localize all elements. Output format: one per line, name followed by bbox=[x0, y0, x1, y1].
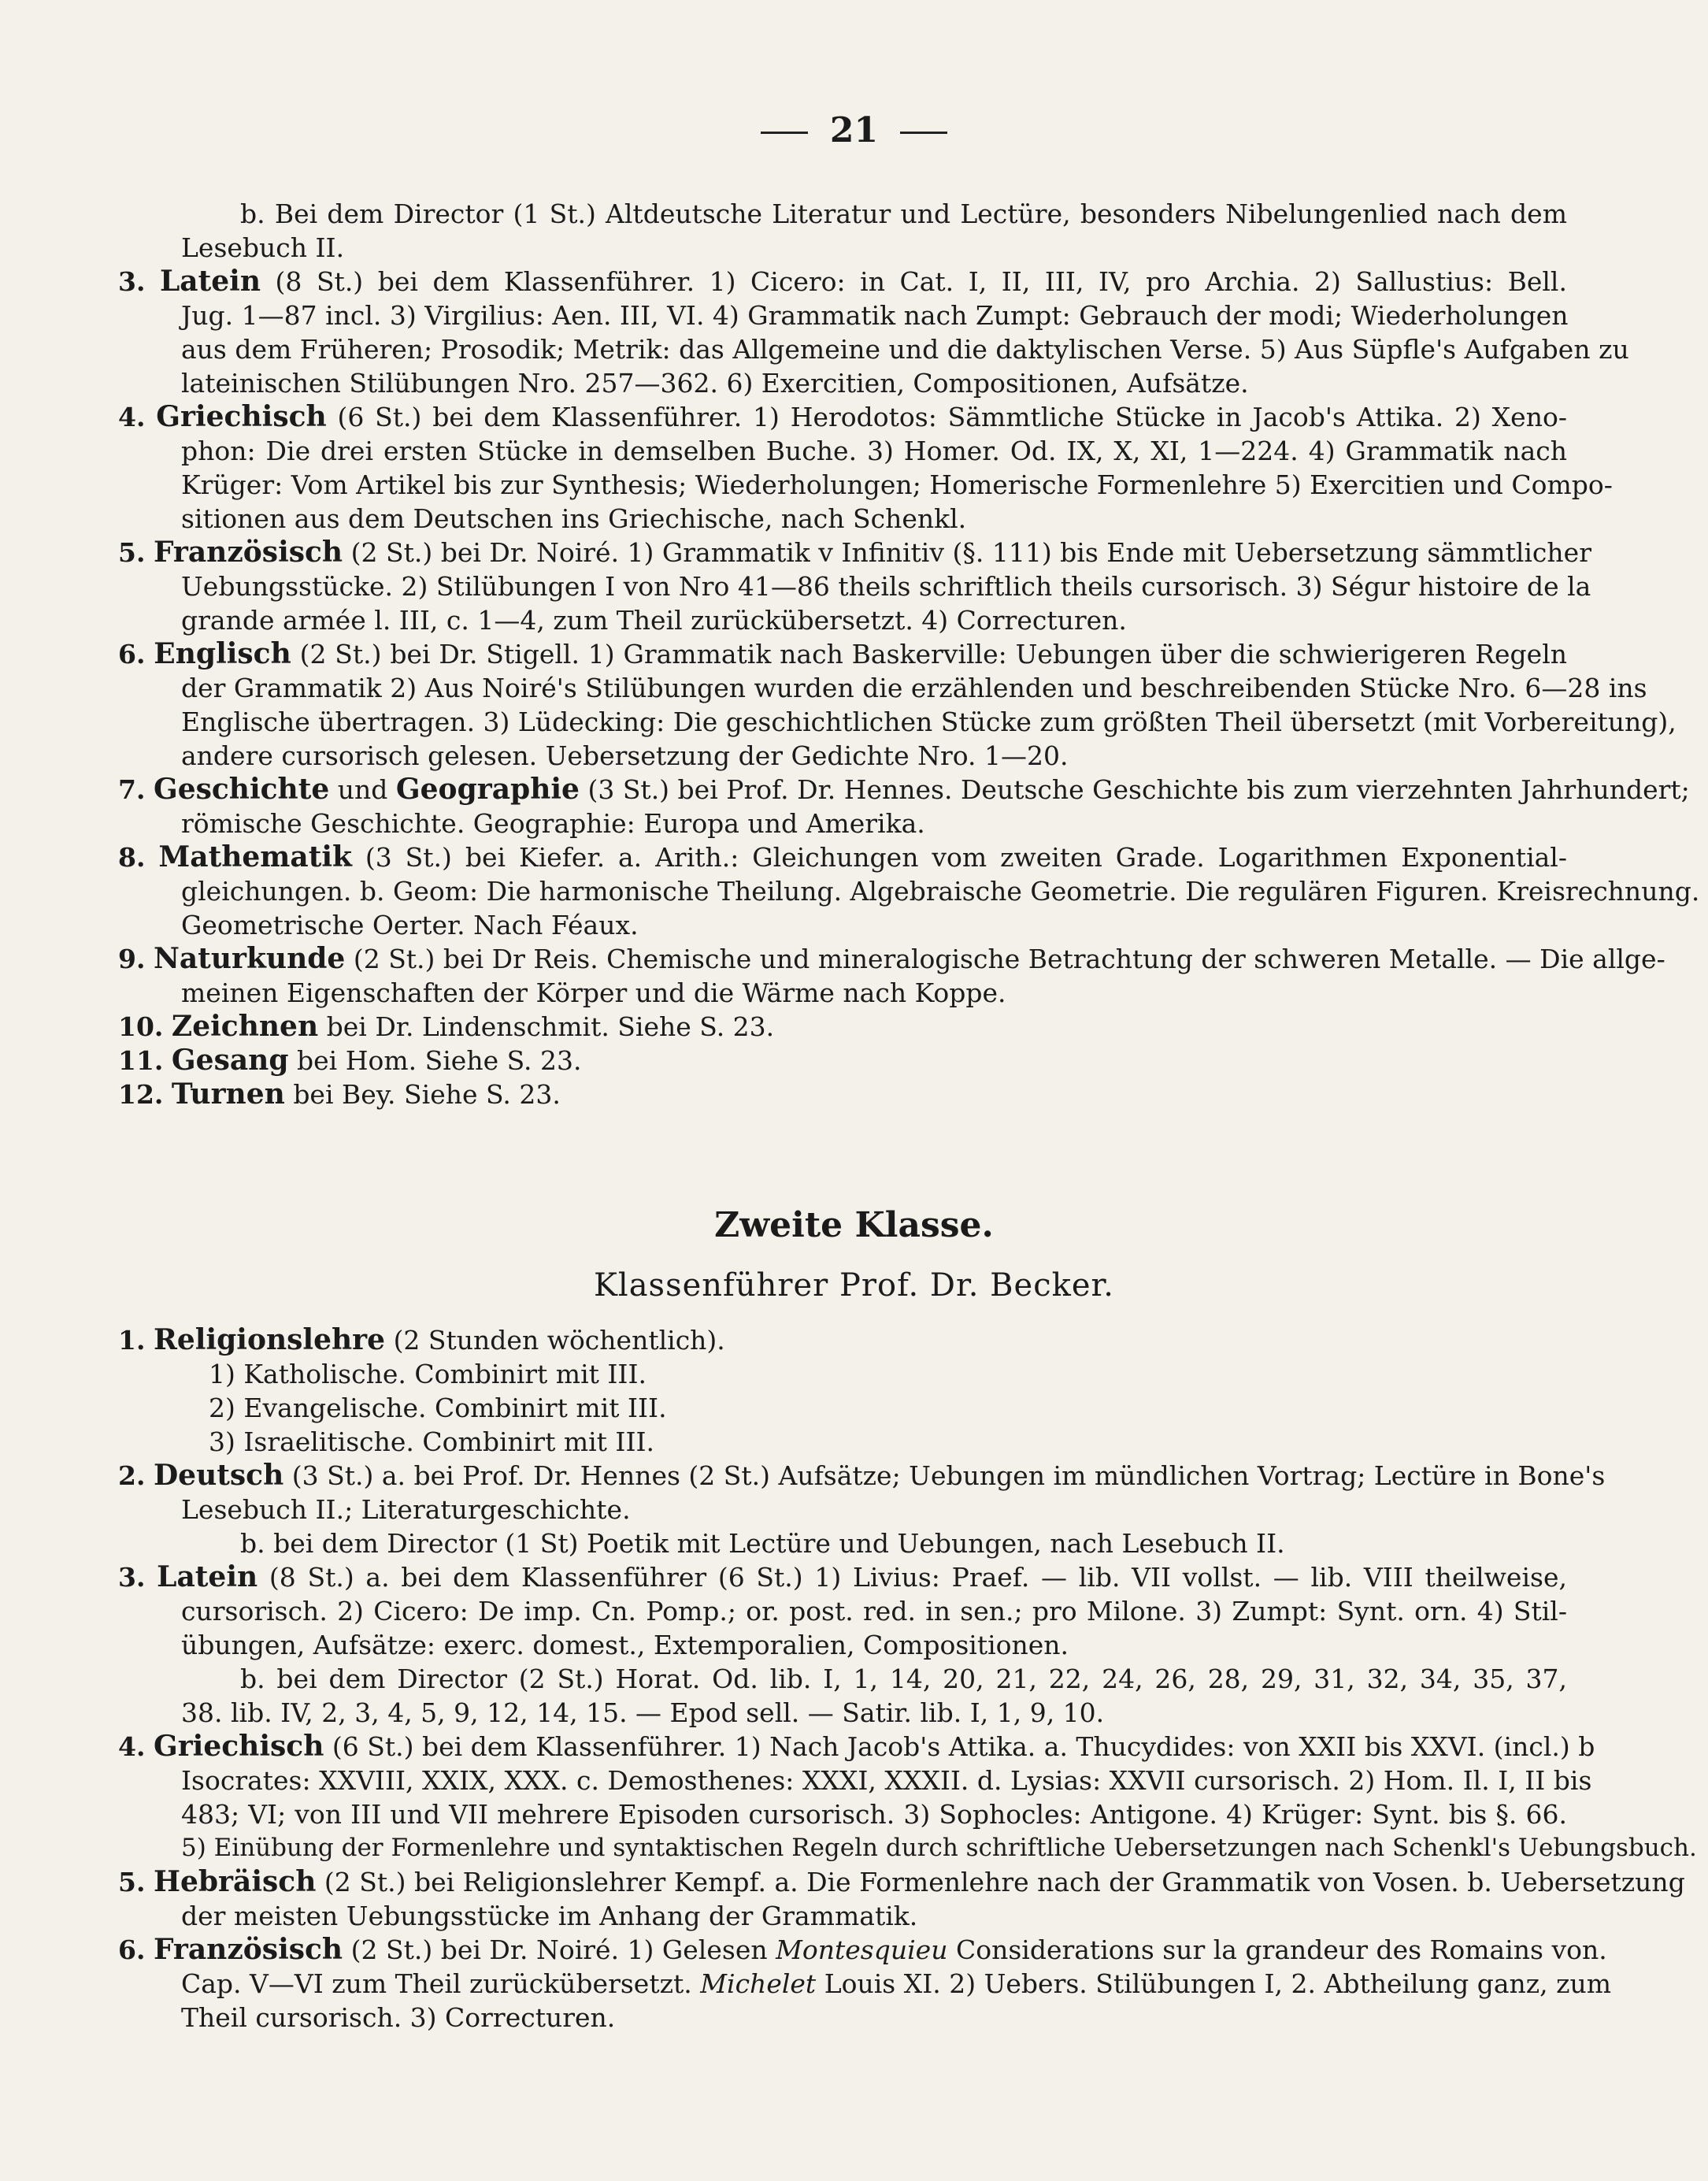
entry-text: (2 St.) bei Dr. Noiré. 1) Grammatik v Infinitiv (§. 111) bis Ende mit Uebersetzung sämmtlicher bbox=[350, 537, 1591, 568]
entry-text: (8 St.) bei dem Klassenführer. 1) Cicero: in Cat. I, II, III, IV, pro Archia. 2) Sallustius: Bell. bbox=[275, 266, 1567, 297]
subject-entry-griechisch bbox=[118, 400, 1613, 536]
subject-title: Naturkunde bbox=[153, 942, 346, 975]
text-line: lateinischen Stilübungen Nro. 257—362. 6) Exercitien, Compositionen, Aufsätze. bbox=[181, 368, 1249, 399]
text-line: 5) Einübung der Formenlehre und syntaktischen Regeln durch schriftliche Uebersetzungen nach Schenkl's Uebungsbuch. bbox=[181, 1834, 1697, 1862]
text-line: b. bei dem Director (2 St.) Horat. Od. lib. I, 1, 14, 20, 21, 22, 24, 26, 28, 29, 31, 32, 34, 35, 37, bbox=[240, 1664, 1567, 1694]
subject-entry-latein-2 bbox=[118, 1560, 1567, 1730]
subject-entry-geschichte bbox=[118, 773, 1690, 840]
text-line: Englische übertragen. 3) Lüdecking: Die geschichtlichen Stücke zum größten Theil übersetzt (mit Vorbereitung), bbox=[181, 707, 1677, 737]
entry-text: Cap. V—VI zum Theil zurückübersetzt. bbox=[181, 1968, 692, 1999]
entry-text: (2 St.) bei Dr Reis. Chemische und mineralogische Betrachtung der schweren Metalle. — Die allge- bbox=[353, 944, 1665, 974]
subject-title: Religionslehre bbox=[153, 1323, 386, 1356]
subject-entry-naturkunde bbox=[118, 942, 1665, 1010]
section-second-class bbox=[118, 1323, 1697, 2034]
entry-number: 6. bbox=[118, 639, 146, 670]
entry-number: 7. bbox=[118, 774, 146, 805]
subject-title: Deutsch bbox=[153, 1459, 284, 1492]
text-line: Jug. 1—87 incl. 3) Virgilius: Aen. III, VI. 4) Grammatik nach Zumpt: Gebrauch der modi; Wiederholungen bbox=[181, 300, 1569, 331]
page-number: 21 bbox=[829, 110, 879, 150]
subject-title: Geographie bbox=[395, 773, 580, 806]
entry-number: 6. bbox=[118, 1934, 146, 1965]
subject-title: Geschichte bbox=[153, 773, 330, 806]
subject-entry-zeichnen bbox=[118, 1010, 1567, 1044]
subject-title: Griechisch bbox=[156, 400, 327, 433]
subject-entry-deutsch bbox=[118, 1459, 1606, 1560]
entry-number: 10. bbox=[118, 1011, 164, 1042]
text-line: der Grammatik 2) Aus Noiré's Stilübungen wurden die erzählenden und beschreibenden Stücke Nro. 6—28 ins bbox=[181, 673, 1647, 703]
subject-title: Englisch bbox=[154, 637, 291, 670]
text-line: römische Geschichte. Geographie: Europa und Amerika. bbox=[181, 808, 925, 839]
text-line: Theil cursorisch. 3) Correcturen. bbox=[181, 2002, 616, 2033]
entry-number: 8. bbox=[118, 842, 146, 873]
text-line: andere cursorisch gelesen. Uebersetzung der Gedichte Nro. 1—20. bbox=[181, 740, 1069, 771]
text-line: gleichungen. b. Geom: Die harmonische Theilung. Algebraische Geometrie. Die regulären Figuren. Kreisrechnung. bbox=[181, 876, 1700, 907]
text-line: Krüger: Vom Artikel bis zur Synthesis; Wiederholungen; Homerische Formenlehre 5) Exercitien und Compo- bbox=[181, 469, 1613, 500]
entry-number: 9. bbox=[118, 944, 146, 974]
entry-number: 2. bbox=[118, 1460, 146, 1491]
subject-entry-hebraeisch bbox=[118, 1865, 1685, 1933]
dash-right bbox=[900, 132, 947, 134]
entry-number: 4. bbox=[118, 1731, 146, 1762]
section-upper-class bbox=[118, 197, 1700, 1111]
text-line: 483; VI; von III und VII mehrere Episoden cursorisch. 3) Sophocles: Antigone. 4) Krüger: Synt. bis §. 66. bbox=[181, 1799, 1567, 1830]
dash-left bbox=[761, 132, 808, 134]
entry-number: 5. bbox=[118, 1867, 146, 1897]
author-name: Montesquieu bbox=[776, 1934, 948, 1965]
text-line: Uebungsstücke. 2) Stilübungen I von Nro 41—86 theils schriftlich theils cursorisch. 3) Ségur histoire de la bbox=[181, 571, 1591, 602]
text-line: übungen, Aufsätze: exerc. domest., Extemporalien, Compositionen. bbox=[181, 1630, 1069, 1660]
entry-text: (2 St.) bei Dr. Stigell. 1) Grammatik nach Baskerville: Uebungen über die schwierigeren Regeln bbox=[299, 639, 1567, 670]
page-number-row bbox=[0, 110, 1708, 150]
entry-text: (3 St.) a. bei Prof. Dr. Hennes (2 St.) Aufsätze; Uebungen im mündlichen Vortrag; Lectüre in Bone's bbox=[291, 1460, 1606, 1491]
entry-text: bei Hom. Siehe S. 23. bbox=[297, 1045, 582, 1076]
subject-entry-latein bbox=[118, 265, 1629, 400]
class-title: Zweite Klasse. bbox=[714, 1205, 994, 1245]
class-leader: Klassenführer Prof. Dr. Becker. bbox=[594, 1267, 1114, 1304]
subject-entry-englisch bbox=[118, 637, 1677, 773]
entry-text: (8 St.) a. bei dem Klassenführer (6 St.) 1) Livius: Praef. — lib. VII vollst. — lib. VIII theilweise, bbox=[269, 1562, 1567, 1593]
text-line: Geometrische Oerter. Nach Féaux. bbox=[181, 910, 639, 940]
subject-entry-franzoesisch-2 bbox=[118, 1933, 1612, 2034]
entry-text: (2 Stunden wöchentlich). bbox=[393, 1325, 725, 1356]
subject-entry-turnen bbox=[118, 1078, 1567, 1111]
text-line: 1) Katholische. Combinirt mit III. bbox=[209, 1359, 647, 1389]
entry-text: Considerations sur la grandeur des Romains von. bbox=[955, 1934, 1607, 1965]
text-line: aus dem Früheren; Prosodik; Metrik: das Allgemeine und die daktylischen Verse. 5) Aus Süpfle's Aufgaben zu bbox=[181, 334, 1629, 365]
entry-number: 11. bbox=[118, 1045, 164, 1076]
text-line: grande armée l. III, c. 1—4, zum Theil zurückübersetzt. 4) Correcturen. bbox=[181, 605, 1127, 636]
entry-text: bei Bey. Siehe S. 23. bbox=[293, 1079, 561, 1110]
subject-title: Französisch bbox=[153, 536, 343, 569]
entry-text: und bbox=[337, 774, 388, 805]
entry-number: 3. bbox=[118, 1562, 146, 1593]
text-line: 2) Evangelische. Combinirt mit III. bbox=[209, 1393, 667, 1423]
subject-title: Latein bbox=[159, 265, 261, 298]
text-line: der meisten Uebungsstücke im Anhang der Grammatik. bbox=[181, 1901, 918, 1931]
entry-number: 5. bbox=[118, 537, 146, 568]
entry-text: (2 St.) bei Dr. Noiré. 1) Gelesen bbox=[350, 1934, 768, 1965]
text-line: sitionen aus dem Deutschen ins Griechische, nach Schenkl. bbox=[181, 503, 967, 534]
text-line: b. Bei dem Director (1 St.) Altdeutsche Literatur und Lectüre, besonders Nibelungenlied nach dem bbox=[240, 198, 1567, 229]
entry-number: 4. bbox=[118, 402, 146, 432]
entry-text: (2 St.) bei Religionslehrer Kempf. a. Die Formenlehre nach der Grammatik von Vosen. b. Uebersetzung bbox=[324, 1867, 1685, 1897]
subject-title: Hebräisch bbox=[153, 1865, 317, 1898]
text-line: b. bei dem Director (1 St) Poetik mit Lectüre und Uebungen, nach Lesebuch II. bbox=[240, 1528, 1285, 1559]
subject-title: Griechisch bbox=[153, 1730, 324, 1763]
entry-number: 1. bbox=[118, 1325, 146, 1356]
text-line: 3) Israelitische. Combinirt mit III. bbox=[209, 1426, 655, 1457]
entry-number: 3. bbox=[118, 266, 146, 297]
class-heading bbox=[0, 1205, 1708, 1304]
entry-number: 12. bbox=[118, 1079, 164, 1110]
text-line: cursorisch. 2) Cicero: De imp. Cn. Pomp.; or. post. red. in sen.; pro Milone. 3) Zumpt: Synt. orn. 4) Stil- bbox=[181, 1596, 1567, 1626]
text-line: Lesebuch II. bbox=[181, 232, 345, 263]
text-line: Isocrates: XXVIII, XXIX, XXX. c. Demosthenes: XXXI, XXXII. d. Lysias: XXVII cursorisch. 2) Hom. Il. I, II bis bbox=[181, 1765, 1592, 1796]
subject-entry-griechisch-2 bbox=[118, 1730, 1697, 1865]
subject-entry-franzoesisch bbox=[118, 536, 1591, 637]
subject-title: Gesang bbox=[171, 1044, 289, 1077]
entry-text: (3 St.) bei Prof. Dr. Hennes. Deutsche Geschichte bis zum vierzehnten Jahrhundert; bbox=[587, 774, 1690, 805]
entry-text: (6 St.) bei dem Klassenführer. 1) Nach Jacob's Attika. a. Thucydides: von XXII bis XXVI. (incl.) b bbox=[332, 1731, 1595, 1762]
subject-title: Mathematik bbox=[158, 840, 352, 874]
author-name: Michelet bbox=[700, 1968, 817, 1999]
entry-text: Louis XI. 2) Uebers. Stilübungen I, 2. Abtheilung ganz, zum bbox=[824, 1968, 1612, 1999]
text-line: Lesebuch II.; Literaturgeschichte. bbox=[181, 1494, 631, 1525]
text-line: meinen Eigenschaften der Körper und die Wärme nach Koppe. bbox=[181, 977, 1006, 1008]
entry-text: bei Dr. Lindenschmit. Siehe S. 23. bbox=[326, 1011, 775, 1042]
subject-title: Zeichnen bbox=[171, 1010, 319, 1043]
subject-entry-gesang bbox=[118, 1044, 1567, 1078]
entry-text: (6 St.) bei dem Klassenführer. 1) Herodotos: Sämmtliche Stücke in Jacob's Attika. 2) Xeno- bbox=[337, 402, 1567, 432]
subject-entry-mathematik bbox=[118, 840, 1700, 942]
text-line: phon: Die drei ersten Stücke in demselben Buche. 3) Homer. Od. IX, X, XI, 1—224. 4) Grammatik nach bbox=[181, 436, 1567, 466]
subject-title: Latein bbox=[157, 1560, 258, 1593]
subject-title: Turnen bbox=[171, 1078, 285, 1111]
subject-title: Französisch bbox=[153, 1933, 343, 1966]
text-line: 38. lib. IV, 2, 3, 4, 5, 9, 12, 14, 15. — Epod sell. — Satir. lib. I, 1, 9, 10. bbox=[181, 1697, 1105, 1728]
entry-text: (3 St.) bei Kiefer. a. Arith.: Gleichungen vom zweiten Grade. Logarithmen Exponential- bbox=[365, 842, 1568, 873]
subject-entry-religionslehre bbox=[118, 1323, 1567, 1459]
